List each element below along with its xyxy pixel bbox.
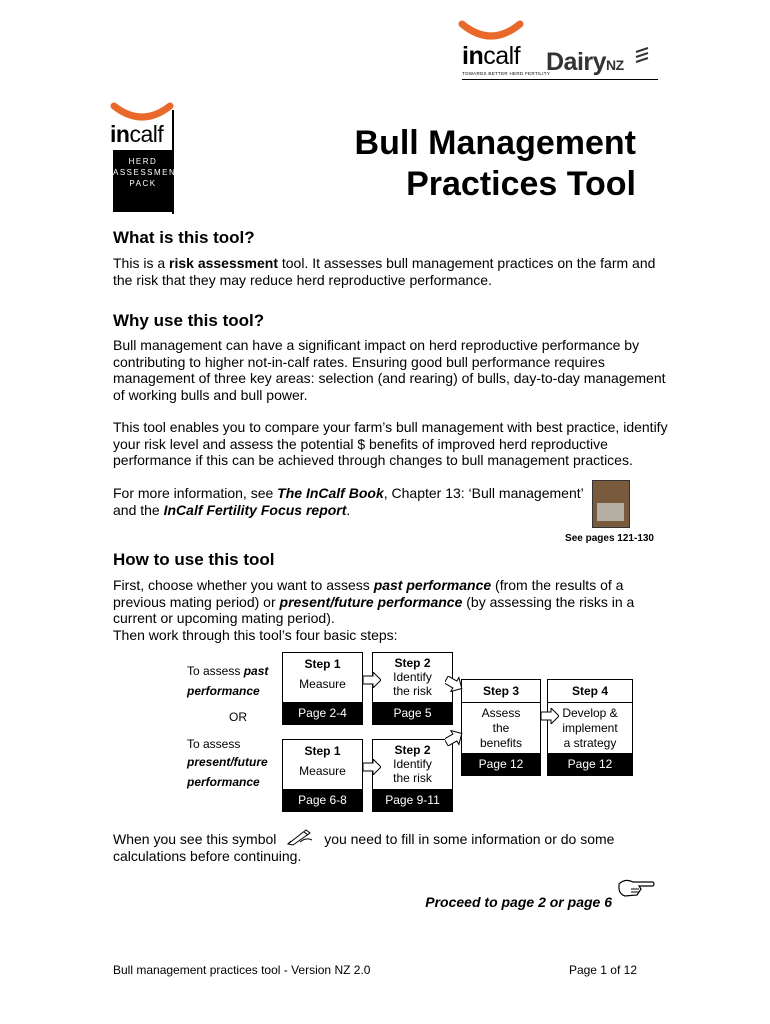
title-line-2: Practices Tool — [406, 165, 636, 203]
header-rule — [462, 79, 658, 80]
pack-line-1: HERD — [128, 157, 158, 166]
incalf-tagline: TOWARDS BETTER HERD FERTILITY — [462, 71, 551, 76]
step-4-page: Page 12 — [547, 754, 633, 776]
symbol-note: When you see this symbol you need to fill in some information or do some calculations before continuing. — [113, 828, 653, 864]
pack-line-2: ASSESSMENT — [113, 168, 183, 177]
step-3-page: Page 12 — [461, 754, 541, 776]
proceed-note: Proceed to page 2 or page 6 — [425, 894, 612, 910]
present-step-1-page: Page 6-8 — [282, 790, 363, 812]
dairynz-swoosh-icon — [634, 46, 650, 68]
past-step-1-page: Page 2-4 — [282, 703, 363, 725]
label-performance-2: performance — [187, 775, 260, 789]
arrow-up-right-icon — [445, 730, 463, 746]
page-title — [300, 123, 636, 205]
pack-line-3: PACK — [129, 179, 157, 188]
past-step-2-page: Page 5 — [372, 703, 453, 725]
label-performance-1: performance — [187, 684, 260, 698]
step-3-box: Step 3 Assess the benefits — [461, 679, 541, 754]
pointing-hand-icon — [617, 874, 657, 900]
more-info-paragraph: For more information, see The InCalf Book, Chapter 13: ‘Bull management’ and the InCalf Fertility Focus report. — [113, 485, 584, 518]
footer-title: Bull management practices tool - Version NZ 2.0 — [113, 963, 371, 977]
why-paragraph-2: This tool enables you to compare your farm’s bull management with best practice, identify your risk level and assess the potential $ benefits of improved herd reproductive performance if this can be achieved through changes to bull management practices. — [113, 419, 668, 468]
why-paragraph-1: Bull management can have a significant impact on herd reproductive performance by contributing to higher not-in-calf rates. Ensuring good bull performance requires management of three key areas: selection (and rearing) of bulls, day-to-day management of working bulls and bull power. — [113, 337, 666, 403]
past-step-2-box: Step 2 Identify the risk — [372, 652, 453, 703]
present-step-1-box: Step 1 Measure — [282, 739, 363, 790]
present-step-2-page: Page 9-11 — [372, 790, 453, 812]
footer-page-number: Page 1 of 12 — [568, 963, 637, 977]
label-or: OR — [229, 710, 247, 724]
arrow-right-icon — [363, 759, 381, 775]
arrow-right-icon — [363, 672, 381, 688]
label-to-assess-past: To assess past — [187, 664, 269, 678]
label-to-assess-present: To assess — [187, 737, 241, 751]
dairynz-logo: DairyNZ — [546, 48, 624, 76]
writing-hand-icon — [286, 828, 314, 846]
label-present-future: present/future — [187, 755, 268, 769]
present-step-2-box: Step 2 Identify the risk — [372, 739, 453, 790]
how-paragraph: First, choose whether you want to assess past performance (from the results of a previous mating period) or present/future performance (by assessing the risks in a current or upcoming mating period). Then work through this tool’s four basic steps: — [113, 577, 635, 643]
heading-how: How to use this tool — [113, 550, 275, 569]
what-paragraph: This is a risk assessment tool. It assesses bull management practices on the farm and the risk that they may reduce herd reproductive performance. — [113, 255, 656, 288]
book-cover-icon — [592, 480, 630, 528]
step-4-box: Step 4 Develop & implement a strategy — [547, 679, 633, 754]
see-pages: See pages 121-130 — [565, 533, 654, 544]
pack-incalf-logo: incalf — [110, 121, 164, 147]
incalf-arc-logo — [458, 18, 524, 44]
pack-label-box — [113, 150, 183, 212]
arrow-right-icon — [541, 708, 559, 724]
heading-what: What is this tool? — [113, 228, 255, 247]
arrow-down-right-icon — [445, 676, 463, 692]
past-step-1-box: Step 1 Measure — [282, 652, 363, 703]
incalf-logo: incalf — [462, 42, 521, 70]
title-line-1: Bull Management — [354, 124, 636, 162]
heading-why: Why use this tool? — [113, 311, 265, 330]
